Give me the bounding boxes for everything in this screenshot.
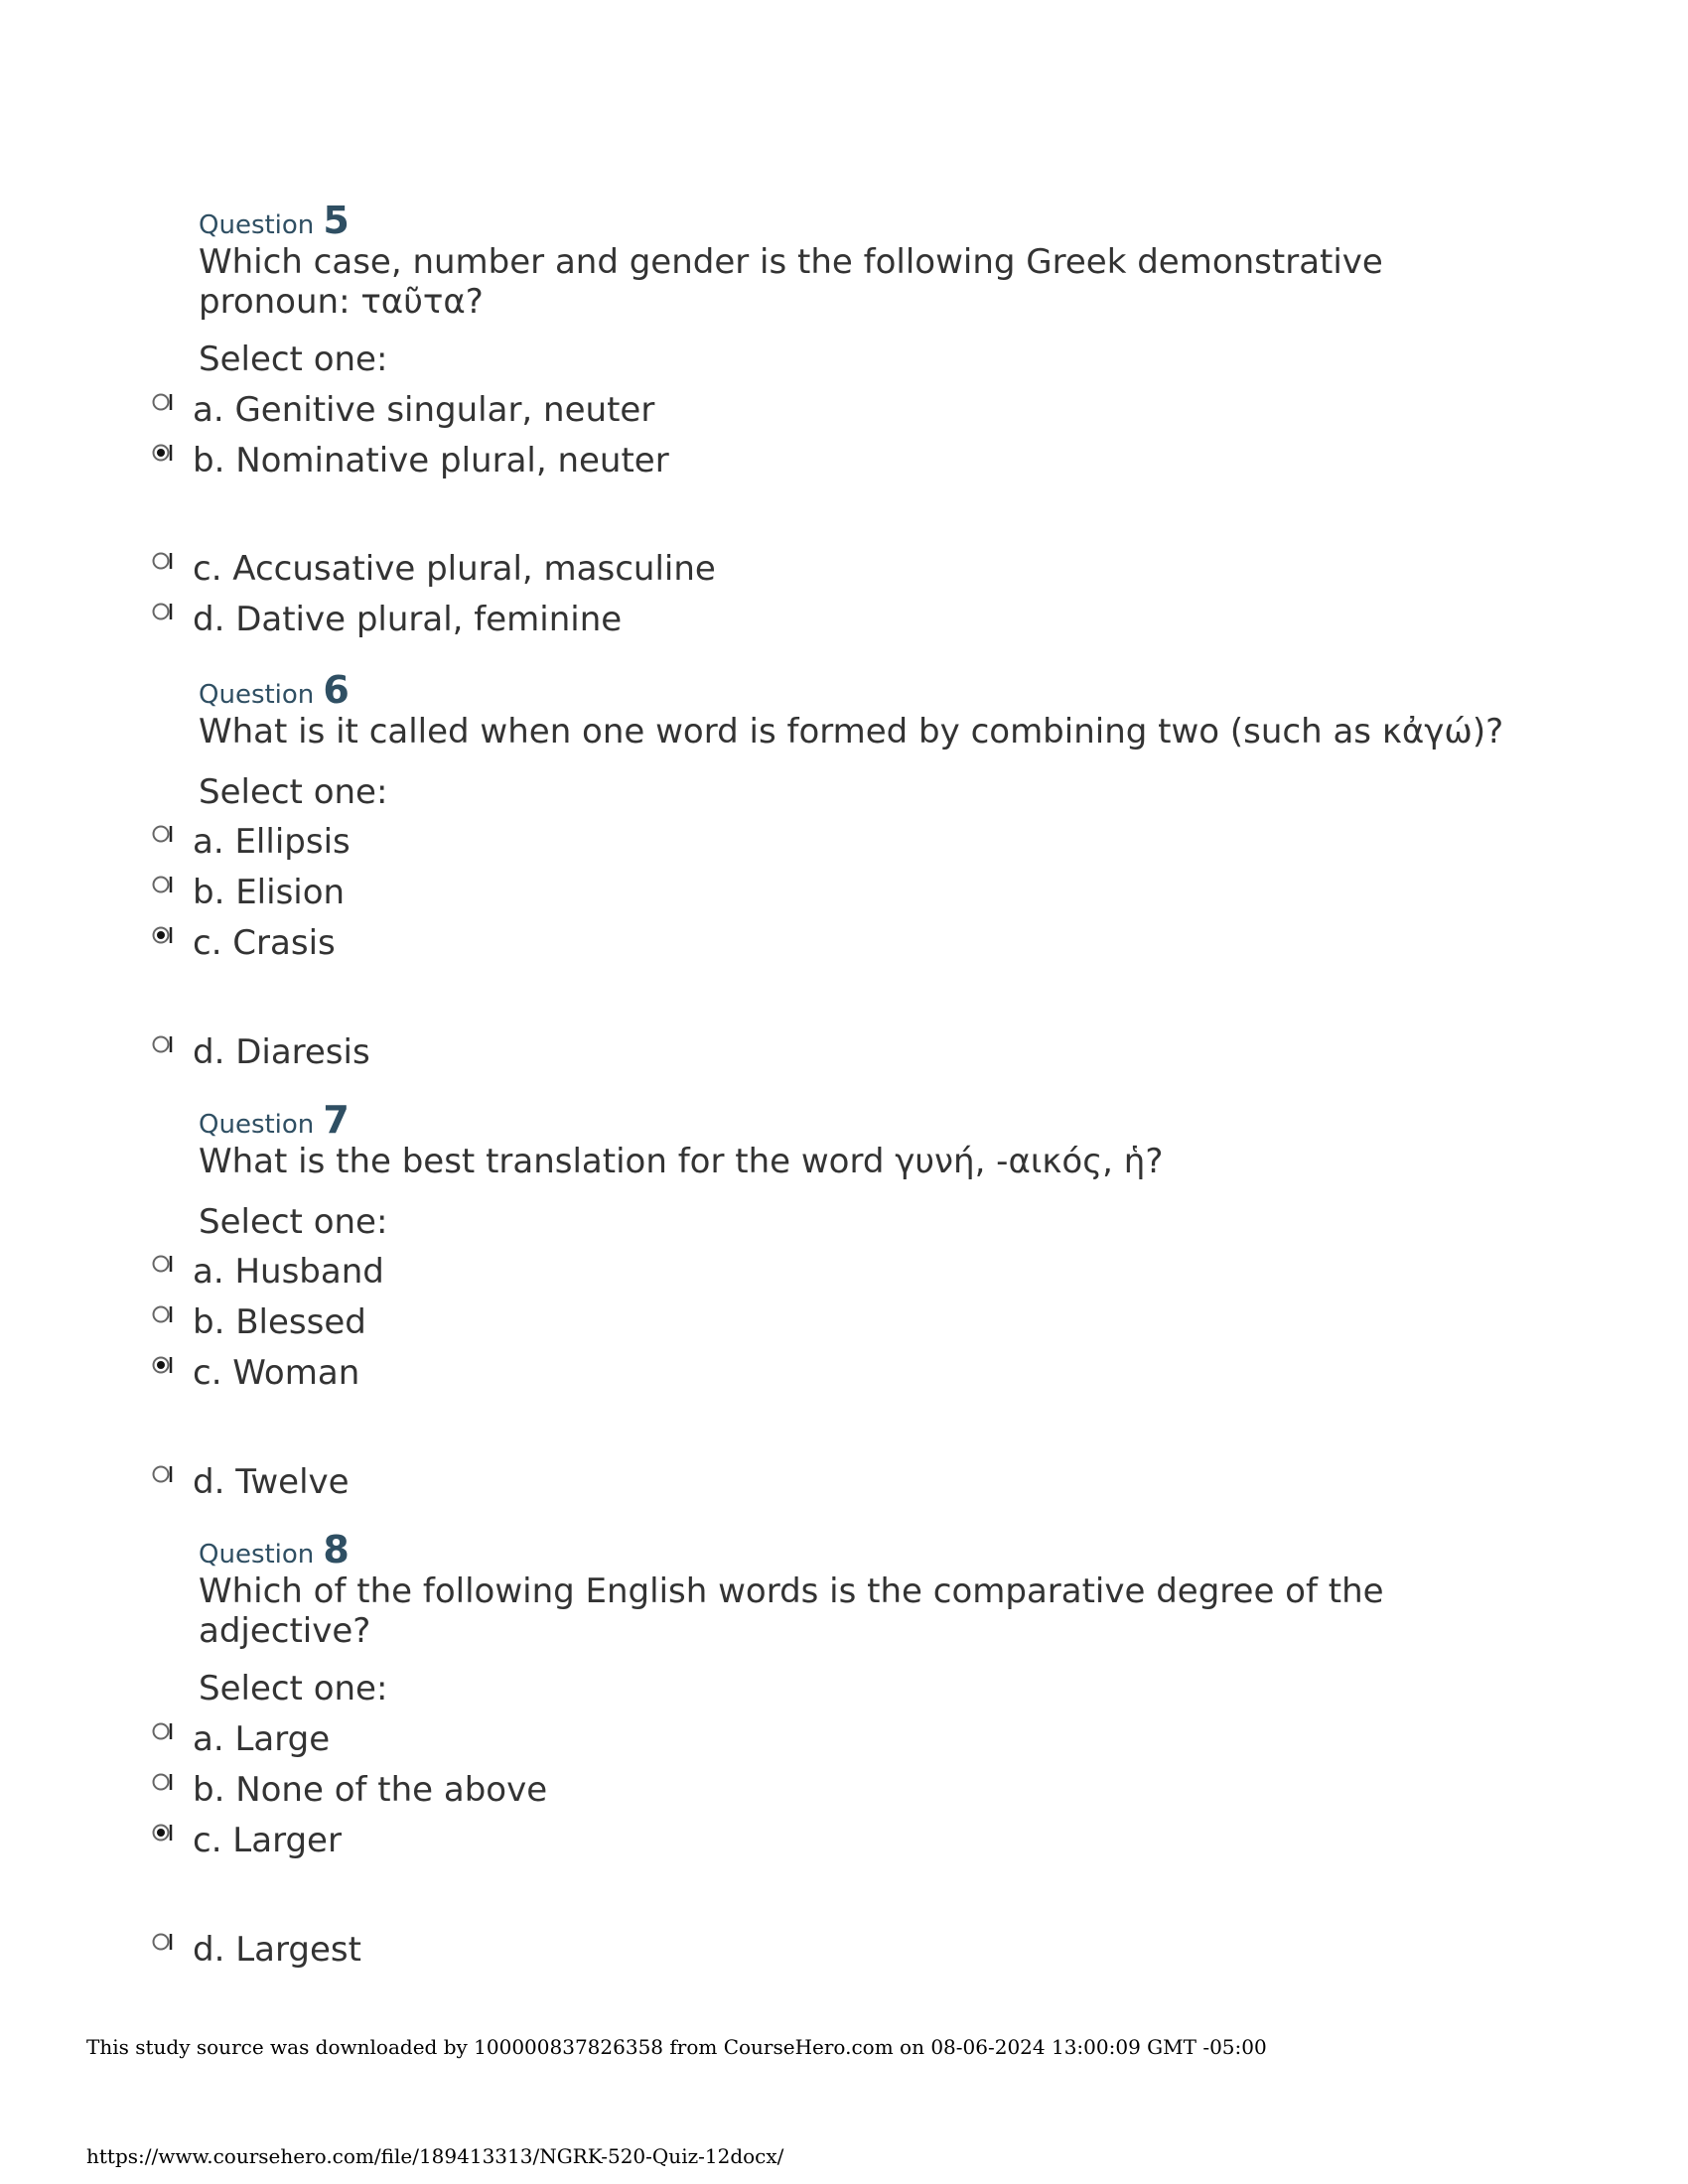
option-label: c. Accusative plural, masculine (193, 549, 716, 589)
radio-checked-icon[interactable] (149, 1353, 175, 1379)
radio-unchecked-icon[interactable] (149, 1252, 175, 1278)
option-label: d. Dative plural, feminine (193, 600, 623, 639)
option-label: d. Largest (193, 1930, 361, 1970)
radio-unchecked-icon[interactable] (149, 1770, 175, 1796)
radio-unchecked-icon[interactable] (149, 1302, 175, 1328)
option-label: b. Blessed (193, 1302, 366, 1342)
option-label: b. Elision (193, 873, 346, 912)
radio-unchecked-icon[interactable] (149, 822, 175, 848)
question-text: What is the best translation for the word γυνή, -αικός, ἡ? (199, 1142, 1164, 1181)
question-header (199, 199, 350, 242)
source-url[interactable]: https://www.coursehero.com/file/189413313/NGRK-520-Quiz-12docx/ (86, 2144, 784, 2168)
select-one-label: Select one: (199, 1669, 388, 1708)
radio-unchecked-icon[interactable] (149, 1462, 175, 1488)
download-note: This study source was downloaded by 100000837826358 from CourseHero.com on 08-06-2024 13:00:09 GMT -05:00 (86, 2035, 1267, 2059)
option-label: d. Twelve (193, 1462, 350, 1502)
question-number: 6 (323, 668, 350, 712)
radio-unchecked-icon[interactable] (149, 1032, 175, 1058)
question-label: Question (199, 1540, 315, 1570)
question-label: Question (199, 680, 315, 710)
question-label: Question (199, 1110, 315, 1140)
option-label: a. Genitive singular, neuter (193, 390, 655, 430)
radio-checked-icon[interactable] (149, 441, 175, 467)
question-text: Which case, number and gender is the following Greek demonstrative pronoun: ταῦτα? (199, 242, 1383, 322)
option-label: c. Woman (193, 1353, 360, 1393)
option-label: a. Ellipsis (193, 822, 351, 862)
select-one-label: Select one: (199, 1202, 388, 1242)
question-text: Which of the following English words is the comparative degree of the adjective? (199, 1571, 1384, 1651)
question-header (199, 1098, 350, 1142)
radio-unchecked-icon[interactable] (149, 873, 175, 898)
question-number: 5 (323, 199, 350, 242)
radio-unchecked-icon[interactable] (149, 1930, 175, 1956)
radio-checked-icon[interactable] (149, 923, 175, 949)
option-label: a. Large (193, 1719, 331, 1759)
radio-unchecked-icon[interactable] (149, 390, 175, 416)
option-label: b. Nominative plural, neuter (193, 441, 669, 480)
question-header (199, 668, 350, 712)
question-label: Question (199, 210, 315, 240)
question-number: 7 (323, 1098, 350, 1142)
option-label: b. None of the above (193, 1770, 548, 1810)
question-number: 8 (323, 1528, 350, 1571)
option-label: c. Crasis (193, 923, 336, 963)
select-one-label: Select one: (199, 772, 388, 812)
radio-unchecked-icon[interactable] (149, 600, 175, 625)
option-label: c. Larger (193, 1821, 342, 1860)
select-one-label: Select one: (199, 340, 388, 379)
option-label: a. Husband (193, 1252, 384, 1292)
radio-checked-icon[interactable] (149, 1821, 175, 1846)
option-label: d. Diaresis (193, 1032, 370, 1072)
question-text: What is it called when one word is formed by combining two (such as κἀγώ)? (199, 712, 1504, 751)
radio-unchecked-icon[interactable] (149, 1719, 175, 1745)
question-header (199, 1528, 350, 1571)
radio-unchecked-icon[interactable] (149, 549, 175, 575)
